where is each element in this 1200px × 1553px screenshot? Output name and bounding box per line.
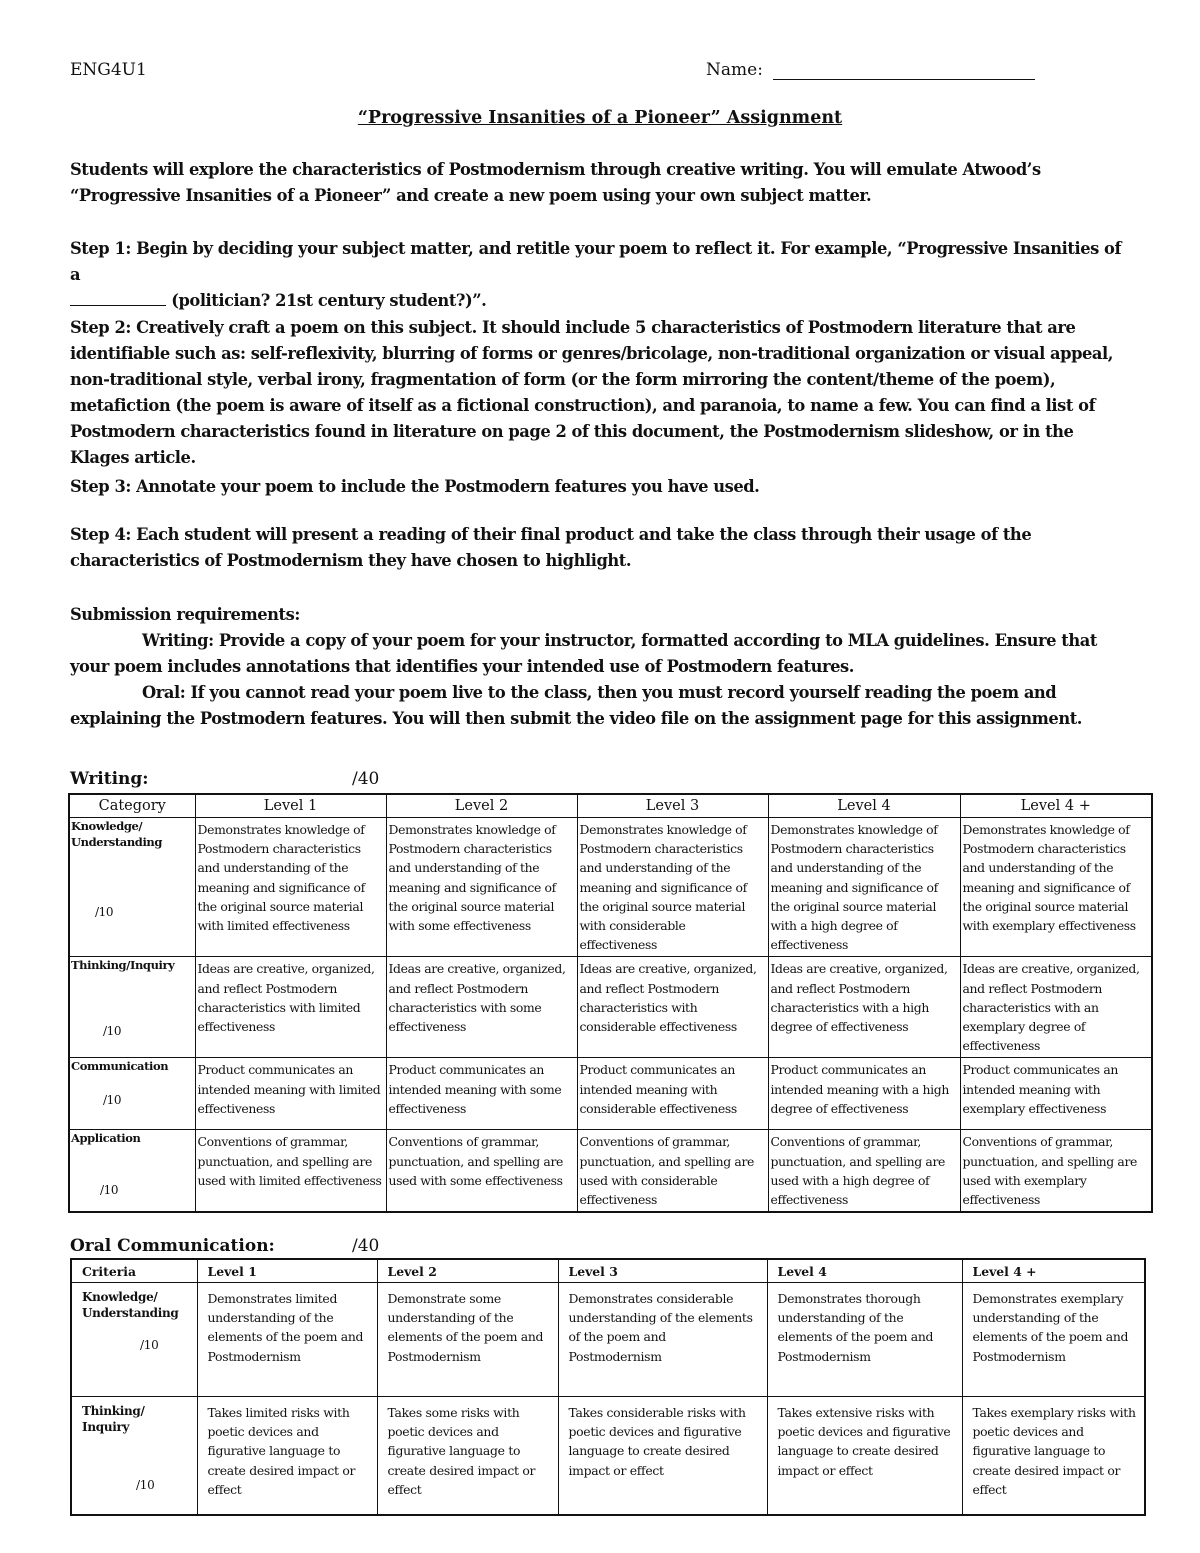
oral-rubric-table [70, 1258, 1146, 1516]
rubric-cell: Conventions of grammar, punctuation, and spelling are used with limited effectiveness [195, 1130, 386, 1212]
rubric-cell: Conventions of grammar, punctuation, and spelling are used with some effectiveness [386, 1130, 577, 1212]
rubric-cell: Ideas are creative, organized, and reflect Postmodern characteristics with some effectiveness [386, 957, 577, 1058]
row-category [71, 1397, 197, 1515]
rubric-cell: Demonstrates exemplary understanding of the elements of the poem and Postmodernism [962, 1283, 1145, 1397]
step-3: Step 3: Annotate your poem to include the Postmodern features you have used. [70, 477, 760, 496]
writing-rubric-total: /40 [352, 769, 380, 789]
header-level-4-plus: Level 4 + [962, 1259, 1145, 1283]
row-score[interactable]: /10 [103, 1024, 122, 1039]
header-level-3: Level 3 [577, 794, 768, 818]
rubric-cell: Product communicates an intended meaning with limited effectiveness [195, 1058, 386, 1130]
rubric-cell: Ideas are creative, organized, and reflect Postmodern characteristics with limited effectiveness [195, 957, 386, 1058]
oral-rubric-header-row [71, 1259, 1145, 1283]
step-1-example: (politician? 21st century student?)”. [171, 291, 487, 310]
rubric-cell: Product communicates an intended meaning with a high degree of effectiveness [768, 1058, 960, 1130]
row-category [71, 1283, 197, 1397]
category-label: Knowledge/ Understanding [82, 1290, 179, 1320]
table-row [69, 818, 1152, 957]
rubric-cell: Ideas are creative, organized, and reflect Postmodern characteristics with considerable effectiveness [577, 957, 768, 1058]
intro-paragraph: Students will explore the characteristics of Postmodernism through creative writing. You will emulate Atwood’s “Progressive Insanities of a Pioneer” and create a new poem using your own subject matter. [70, 160, 1041, 205]
table-row [71, 1283, 1145, 1397]
rubric-cell: Takes considerable risks with poetic devices and figurative language to create desired impact or effect [558, 1397, 767, 1515]
oral-rubric-title: Oral Communication: [70, 1236, 275, 1256]
row-score[interactable]: /10 [140, 1338, 159, 1352]
header-level-4-plus: Level 4 + [960, 794, 1152, 818]
rubric-cell: Demonstrates considerable understanding of the elements of the poem and Postmodernism [558, 1283, 767, 1397]
submission-writing [70, 628, 1135, 680]
header-level-4: Level 4 [767, 1259, 962, 1283]
step-4: Step 4: Each student will present a reading of their final product and take the class through their usage of the characteristics of Postmodernism they have chosen to highlight. [70, 525, 1032, 570]
submission-oral [70, 680, 1135, 732]
row-score[interactable]: /10 [100, 1183, 119, 1198]
row-score[interactable]: /10 [95, 905, 114, 919]
header-level-2: Level 2 [377, 1259, 558, 1283]
category-label: Knowledge/ Understanding [71, 819, 163, 849]
submission-writing-text: Writing: Provide a copy of your poem for your instructor, formatted according to MLA guidelines. Ensure that your poem includes annotations that identifies your intended use of Postmodern features. [70, 631, 1097, 676]
step-1-blank [70, 291, 166, 306]
writing-rubric-table [68, 793, 1153, 1213]
writing-rubric-title: Writing: [70, 769, 149, 789]
rubric-cell: Takes limited risks with poetic devices and figurative language to create desired impact or effect [197, 1397, 377, 1515]
row-score[interactable]: /10 [136, 1478, 155, 1492]
step-1-text: Step 1: Begin by deciding your subject matter, and retitle your poem to reflect it. For example, “Progressive Insanities of a [70, 239, 1121, 284]
row-category [69, 1058, 195, 1130]
name-blank-line[interactable] [773, 63, 1035, 80]
rubric-cell: Demonstrate some understanding of the elements of the poem and Postmodernism [377, 1283, 558, 1397]
rubric-cell: Product communicates an intended meaning with considerable effectiveness [577, 1058, 768, 1130]
rubric-cell: Takes extensive risks with poetic devices and figurative language to create desired impact or effect [767, 1397, 962, 1515]
rubric-cell: Conventions of grammar, punctuation, and spelling are used with a high degree of effectiveness [768, 1130, 960, 1212]
name-field [706, 60, 1035, 80]
rubric-cell: Product communicates an intended meaning with exemplary effectiveness [960, 1058, 1152, 1130]
rubric-cell: Demonstrates knowledge of Postmodern characteristics and understanding of the meaning and significance of the original source material with some effectiveness [386, 818, 577, 957]
header-criteria: Criteria [71, 1259, 197, 1283]
header-level-2: Level 2 [386, 794, 577, 818]
step-1 [70, 236, 1135, 314]
rubric-cell: Conventions of grammar, punctuation, and spelling are used with considerable effectiveness [577, 1130, 768, 1212]
header-level-1: Level 1 [197, 1259, 377, 1283]
rubric-cell: Takes exemplary risks with poetic devices and figurative language to create desired impact or effect [962, 1397, 1145, 1515]
rubric-cell: Demonstrates knowledge of Postmodern characteristics and understanding of the meaning and significance of the original source material with exemplary effectiveness [960, 818, 1152, 957]
table-row [71, 1397, 1145, 1515]
rubric-cell: Demonstrates thorough understanding of the elements of the poem and Postmodernism [767, 1283, 962, 1397]
category-label: Thinking/ Inquiry [82, 1404, 145, 1434]
rubric-cell: Demonstrates limited understanding of the elements of the poem and Postmodernism [197, 1283, 377, 1397]
name-label: Name: [706, 60, 763, 80]
table-row [69, 957, 1152, 1058]
rubric-cell: Takes some risks with poetic devices and figurative language to create desired impact or effect [377, 1397, 558, 1515]
rubric-cell: Demonstrates knowledge of Postmodern characteristics and understanding of the meaning and significance of the original source material with limited effectiveness [195, 818, 386, 957]
writing-rubric-header-row [69, 794, 1152, 818]
category-label: Thinking/Inquiry [71, 958, 175, 973]
header-level-4: Level 4 [768, 794, 960, 818]
row-score[interactable]: /10 [103, 1093, 122, 1108]
header-level-3: Level 3 [558, 1259, 767, 1283]
submission-section [70, 602, 1135, 732]
table-row [69, 1058, 1152, 1130]
header-category: Category [69, 794, 195, 818]
rubric-cell: Demonstrates knowledge of Postmodern characteristics and understanding of the meaning and significance of the original source material with considerable effectiveness [577, 818, 768, 957]
row-category [69, 818, 195, 957]
category-label: Application [71, 1131, 141, 1146]
submission-heading: Submission requirements: [70, 605, 300, 624]
row-category [69, 1130, 195, 1212]
rubric-cell: Demonstrates knowledge of Postmodern characteristics and understanding of the meaning and significance of the original source material with a high degree of effectiveness [768, 818, 960, 957]
header-level-1: Level 1 [195, 794, 386, 818]
course-code: ENG4U1 [70, 60, 147, 80]
step-2: Step 2: Creatively craft a poem on this subject. It should include 5 characteristics of Postmodern literature that are identifiable such as: self-reflexivity, blurring of forms or genres/bricolage, non-traditional organization or visual appeal, non-traditional style, verbal irony, fragmentation of form (or the form mirroring the content/theme of the poem), metafiction (the poem is aware of itself as a fictional construction), and paranoia, to name a few. You can find a list of Postmodern characteristics found in literature on page 2 of this document, the Postmodernism slideshow, or in the Klages article. [70, 318, 1113, 467]
submission-oral-text: Oral: If you cannot read your poem live to the class, then you must record yourself reading the poem and explaining the Postmodern features. You will then submit the video file on the assignment page for this assignment. [70, 683, 1082, 728]
rubric-cell: Ideas are creative, organized, and reflect Postmodern characteristics with a high degree of effectiveness [768, 957, 960, 1058]
table-row [69, 1130, 1152, 1212]
rubric-cell: Conventions of grammar, punctuation, and spelling are used with exemplary effectiveness [960, 1130, 1152, 1212]
row-category [69, 957, 195, 1058]
rubric-cell: Ideas are creative, organized, and reflect Postmodern characteristics with an exemplary degree of effectiveness [960, 957, 1152, 1058]
rubric-cell: Product communicates an intended meaning with some effectiveness [386, 1058, 577, 1130]
assignment-title: “Progressive Insanities of a Pioneer” Assignment [357, 108, 843, 128]
oral-rubric-total: /40 [352, 1236, 380, 1256]
category-label: Communication [71, 1059, 169, 1074]
